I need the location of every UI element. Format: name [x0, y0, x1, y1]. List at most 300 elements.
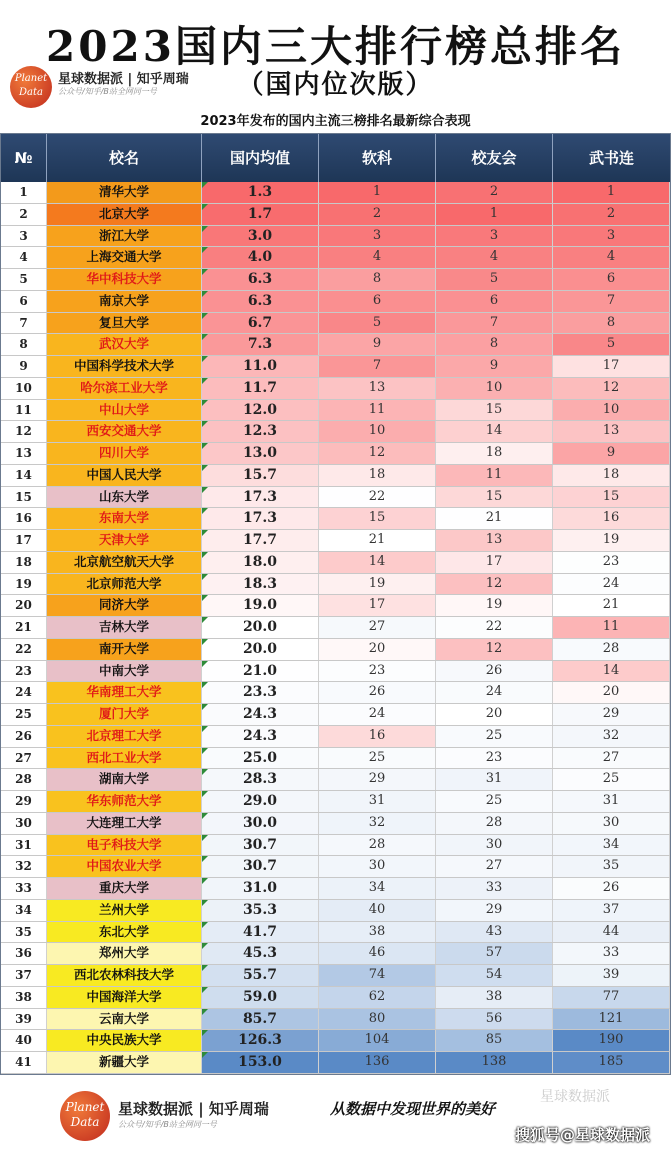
wushulian-cell: 33: [553, 943, 670, 964]
table-row: [1, 748, 670, 770]
rank-cell: 31: [1, 835, 47, 856]
school-name-cell: 上海交通大学: [47, 247, 202, 268]
rank-cell: 34: [1, 900, 47, 921]
wushulian-cell: 44: [553, 922, 670, 943]
ruanke-cell: 80: [319, 1009, 436, 1030]
school-name-cell: 四川大学: [47, 443, 202, 464]
table-row: [1, 878, 670, 900]
wushulian-cell: 1: [553, 182, 670, 203]
ruanke-cell: 6: [319, 291, 436, 312]
xiaoyouhui-cell: 2: [436, 182, 553, 203]
column-header-xiaoyouhui: 校友会: [436, 134, 553, 182]
average-cell: 6.7: [202, 313, 319, 334]
xiaoyouhui-cell: 13: [436, 530, 553, 551]
average-cell: 12.0: [202, 400, 319, 421]
wushulian-cell: 19: [553, 530, 670, 551]
wushulian-cell: 31: [553, 791, 670, 812]
xiaoyouhui-cell: 26: [436, 661, 553, 682]
xiaoyouhui-cell: 5: [436, 269, 553, 290]
school-name-cell: 北京理工大学: [47, 726, 202, 747]
table-row: [1, 508, 670, 530]
average-cell: 20.0: [202, 617, 319, 638]
footer-slogan: 从数据中发现世界的美好: [330, 1100, 496, 1118]
rank-cell: 20: [1, 595, 47, 616]
brand-subtext: 公众号/知乎/B站全网同一号: [58, 87, 157, 96]
xiaoyouhui-cell: 21: [436, 508, 553, 529]
footer-brand-subtext: 公众号/知乎/B站全网同一号: [118, 1120, 217, 1129]
table-row: [1, 617, 670, 639]
average-cell: 17.3: [202, 487, 319, 508]
wushulian-cell: 26: [553, 878, 670, 899]
rank-cell: 22: [1, 639, 47, 660]
school-name-cell: 兰州大学: [47, 900, 202, 921]
table-row: [1, 943, 670, 965]
average-cell: 19.0: [202, 595, 319, 616]
average-cell: 30.7: [202, 856, 319, 877]
wushulian-cell: 37: [553, 900, 670, 921]
school-name-cell: 电子科技大学: [47, 835, 202, 856]
xiaoyouhui-cell: 18: [436, 443, 553, 464]
school-name-cell: 中国科学技术大学: [47, 356, 202, 377]
xiaoyouhui-cell: 15: [436, 487, 553, 508]
rank-cell: 28: [1, 769, 47, 790]
wushulian-cell: 5: [553, 334, 670, 355]
table-row: [1, 769, 670, 791]
ruanke-cell: 46: [319, 943, 436, 964]
school-name-cell: 东南大学: [47, 508, 202, 529]
table-row: [1, 574, 670, 596]
footer-brand: 星球数据派 | 知乎周瑞: [118, 1100, 269, 1118]
xiaoyouhui-cell: 15: [436, 400, 553, 421]
wushulian-cell: 15: [553, 487, 670, 508]
xiaoyouhui-cell: 24: [436, 682, 553, 703]
xiaoyouhui-cell: 28: [436, 813, 553, 834]
average-cell: 17.3: [202, 508, 319, 529]
xiaoyouhui-cell: 54: [436, 965, 553, 986]
rank-cell: 33: [1, 878, 47, 899]
ruanke-cell: 2: [319, 204, 436, 225]
rank-cell: 16: [1, 508, 47, 529]
column-header-ruanke: 软科: [319, 134, 436, 182]
table-row: [1, 856, 670, 878]
school-name-cell: 厦门大学: [47, 704, 202, 725]
page-title: 2023国内三大排行榜总排名: [46, 22, 625, 71]
rank-cell: 1: [1, 182, 47, 203]
xiaoyouhui-cell: 6: [436, 291, 553, 312]
xiaoyouhui-cell: 3: [436, 226, 553, 247]
average-cell: 31.0: [202, 878, 319, 899]
table-row: [1, 595, 670, 617]
table-row: [1, 1009, 670, 1031]
xiaoyouhui-cell: 7: [436, 313, 553, 334]
logo-text-line2: Data: [19, 87, 43, 98]
wushulian-cell: 17: [553, 356, 670, 377]
wushulian-cell: 18: [553, 465, 670, 486]
school-name-cell: 中国海洋大学: [47, 987, 202, 1008]
wushulian-cell: 21: [553, 595, 670, 616]
rank-cell: 29: [1, 791, 47, 812]
ruanke-cell: 28: [319, 835, 436, 856]
school-name-cell: 重庆大学: [47, 878, 202, 899]
rank-cell: 7: [1, 313, 47, 334]
rank-cell: 41: [1, 1052, 47, 1073]
average-cell: 13.0: [202, 443, 319, 464]
wushulian-cell: 29: [553, 704, 670, 725]
ruanke-cell: 34: [319, 878, 436, 899]
rank-cell: 32: [1, 856, 47, 877]
xiaoyouhui-cell: 57: [436, 943, 553, 964]
average-cell: 30.0: [202, 813, 319, 834]
logo-text-line1: Planet: [14, 73, 48, 84]
average-cell: 7.3: [202, 334, 319, 355]
table-row: [1, 682, 670, 704]
average-cell: 153.0: [202, 1052, 319, 1073]
ruanke-cell: 104: [319, 1030, 436, 1051]
ruanke-cell: 17: [319, 595, 436, 616]
table-row: [1, 204, 670, 226]
rank-cell: 26: [1, 726, 47, 747]
xiaoyouhui-cell: 17: [436, 552, 553, 573]
average-cell: 11.0: [202, 356, 319, 377]
ranking-table: [0, 133, 671, 1075]
table-row: [1, 182, 670, 204]
ruanke-cell: 18: [319, 465, 436, 486]
xiaoyouhui-cell: 31: [436, 769, 553, 790]
wushulian-cell: 3: [553, 226, 670, 247]
column-header-rank: №: [1, 134, 47, 182]
wushulian-cell: 28: [553, 639, 670, 660]
xiaoyouhui-cell: 43: [436, 922, 553, 943]
average-cell: 18.0: [202, 552, 319, 573]
xiaoyouhui-cell: 12: [436, 639, 553, 660]
school-name-cell: 华东师范大学: [47, 791, 202, 812]
wushulian-cell: 190: [553, 1030, 670, 1051]
rank-cell: 4: [1, 247, 47, 268]
rank-cell: 10: [1, 378, 47, 399]
wushulian-cell: 185: [553, 1052, 670, 1073]
wushulian-cell: 34: [553, 835, 670, 856]
rank-cell: 25: [1, 704, 47, 725]
rank-cell: 13: [1, 443, 47, 464]
average-cell: 15.7: [202, 465, 319, 486]
average-cell: 28.3: [202, 769, 319, 790]
ruanke-cell: 10: [319, 421, 436, 442]
ruanke-cell: 27: [319, 617, 436, 638]
wushulian-cell: 4: [553, 247, 670, 268]
ruanke-cell: 136: [319, 1052, 436, 1073]
xiaoyouhui-cell: 56: [436, 1009, 553, 1030]
rank-cell: 24: [1, 682, 47, 703]
average-cell: 17.7: [202, 530, 319, 551]
school-name-cell: 复旦大学: [47, 313, 202, 334]
table-row: [1, 400, 670, 422]
wushulian-cell: 16: [553, 508, 670, 529]
xiaoyouhui-cell: 29: [436, 900, 553, 921]
table-row: [1, 465, 670, 487]
average-cell: 21.0: [202, 661, 319, 682]
average-cell: 24.3: [202, 704, 319, 725]
ruanke-cell: 30: [319, 856, 436, 877]
school-name-cell: 中央民族大学: [47, 1030, 202, 1051]
average-cell: 1.3: [202, 182, 319, 203]
table-row: [1, 726, 670, 748]
planet-data-logo: [10, 66, 52, 108]
school-name-cell: 浙江大学: [47, 226, 202, 247]
xiaoyouhui-cell: 11: [436, 465, 553, 486]
wushulian-cell: 77: [553, 987, 670, 1008]
ruanke-cell: 16: [319, 726, 436, 747]
school-name-cell: 华中科技大学: [47, 269, 202, 290]
average-cell: 3.0: [202, 226, 319, 247]
table-row: [1, 791, 670, 813]
table-row: [1, 487, 670, 509]
school-name-cell: 西北农林科技大学: [47, 965, 202, 986]
school-name-cell: 吉林大学: [47, 617, 202, 638]
table-row: [1, 356, 670, 378]
column-header-wushulian: 武书连: [588, 149, 634, 167]
wushulian-cell: 12: [553, 378, 670, 399]
page-subtitle: （国内位次版）: [237, 70, 434, 100]
school-name-cell: 哈尔滨工业大学: [47, 378, 202, 399]
table-row: [1, 443, 670, 465]
table-row: [1, 965, 670, 987]
wushulian-cell: 24: [553, 574, 670, 595]
school-name-cell: 西安交通大学: [47, 421, 202, 442]
school-name-cell: 郑州大学: [47, 943, 202, 964]
footer-logo-line1: Planet: [65, 1100, 105, 1114]
footer-logo-line2: Data: [70, 1115, 100, 1129]
school-name-cell: 中南大学: [47, 661, 202, 682]
school-name-cell: 北京大学: [47, 204, 202, 225]
xiaoyouhui-cell: 1: [436, 204, 553, 225]
school-name-cell: 大连理工大学: [47, 813, 202, 834]
xiaoyouhui-cell: 23: [436, 748, 553, 769]
ruanke-cell: 24: [319, 704, 436, 725]
ruanke-cell: 11: [319, 400, 436, 421]
table-row: [1, 835, 670, 857]
school-name-cell: 湖南大学: [47, 769, 202, 790]
xiaoyouhui-cell: 8: [436, 334, 553, 355]
table-row: [1, 639, 670, 661]
ruanke-cell: 62: [319, 987, 436, 1008]
rank-cell: 30: [1, 813, 47, 834]
rank-cell: 9: [1, 356, 47, 377]
average-cell: 4.0: [202, 247, 319, 268]
average-cell: 85.7: [202, 1009, 319, 1030]
rank-cell: 27: [1, 748, 47, 769]
ruanke-cell: 8: [319, 269, 436, 290]
school-name-cell: 东北大学: [47, 922, 202, 943]
table-row: [1, 313, 670, 335]
column-header-average: 国内均值: [202, 134, 319, 182]
wushulian-cell: 27: [553, 748, 670, 769]
rank-cell: 19: [1, 574, 47, 595]
school-name-cell: 南京大学: [47, 291, 202, 312]
table-row: [1, 704, 670, 726]
xiaoyouhui-cell: 14: [436, 421, 553, 442]
wushulian-cell: 11: [553, 617, 670, 638]
table-caption: 2023年发布的国内主流三榜排名最新综合表现: [200, 114, 471, 129]
table-row: [1, 922, 670, 944]
rank-cell: 15: [1, 487, 47, 508]
wushulian-cell: 35: [553, 856, 670, 877]
school-name-cell: 中山大学: [47, 400, 202, 421]
wushulian-cell: 121: [553, 1009, 670, 1030]
ruanke-cell: 5: [319, 313, 436, 334]
table-row: [1, 378, 670, 400]
average-cell: 23.3: [202, 682, 319, 703]
school-name-cell: 华南理工大学: [47, 682, 202, 703]
table-row: [1, 421, 670, 443]
school-name-cell: 中国农业大学: [47, 856, 202, 877]
average-cell: 35.3: [202, 900, 319, 921]
xiaoyouhui-cell: 9: [436, 356, 553, 377]
rank-cell: 37: [1, 965, 47, 986]
average-cell: 55.7: [202, 965, 319, 986]
rank-cell: 14: [1, 465, 47, 486]
xiaoyouhui-cell: 22: [436, 617, 553, 638]
rank-cell: 21: [1, 617, 47, 638]
wushulian-cell: 8: [553, 313, 670, 334]
wushulian-cell: 39: [553, 965, 670, 986]
xiaoyouhui-cell: 12: [436, 574, 553, 595]
wushulian-cell: 6: [553, 269, 670, 290]
column-header-name: 校名: [47, 134, 202, 182]
xiaoyouhui-cell: 27: [436, 856, 553, 877]
rank-cell: 38: [1, 987, 47, 1008]
xiaoyouhui-cell: 19: [436, 595, 553, 616]
rank-cell: 8: [1, 334, 47, 355]
average-cell: 1.7: [202, 204, 319, 225]
xiaoyouhui-cell: 25: [436, 726, 553, 747]
wushulian-cell: 30: [553, 813, 670, 834]
school-name-cell: 中国人民大学: [47, 465, 202, 486]
school-name-cell: 北京航空航天大学: [47, 552, 202, 573]
table-row: [1, 552, 670, 574]
wushulian-cell: 7: [553, 291, 670, 312]
school-name-cell: 西北工业大学: [47, 748, 202, 769]
ruanke-cell: 22: [319, 487, 436, 508]
wushulian-cell: 23: [553, 552, 670, 573]
school-name-cell: 山东大学: [47, 487, 202, 508]
average-cell: 11.7: [202, 378, 319, 399]
rank-cell: 36: [1, 943, 47, 964]
rank-cell: 3: [1, 226, 47, 247]
xiaoyouhui-cell: 138: [436, 1052, 553, 1073]
xiaoyouhui-cell: 33: [436, 878, 553, 899]
rank-cell: 6: [1, 291, 47, 312]
average-cell: 45.3: [202, 943, 319, 964]
ruanke-cell: 40: [319, 900, 436, 921]
ruanke-cell: 38: [319, 922, 436, 943]
table-row: [1, 291, 670, 313]
ruanke-cell: 20: [319, 639, 436, 660]
rank-cell: 39: [1, 1009, 47, 1030]
rank-cell: 17: [1, 530, 47, 551]
table-body: [1, 182, 670, 1074]
ruanke-cell: 15: [319, 508, 436, 529]
ruanke-cell: 3: [319, 226, 436, 247]
ruanke-cell: 7: [319, 356, 436, 377]
table-row: [1, 900, 670, 922]
xiaoyouhui-cell: 85: [436, 1030, 553, 1051]
header: [0, 0, 671, 112]
ruanke-cell: 32: [319, 813, 436, 834]
xiaoyouhui-cell: 4: [436, 247, 553, 268]
school-name-cell: 南开大学: [47, 639, 202, 660]
rank-cell: 12: [1, 421, 47, 442]
school-name-cell: 同济大学: [47, 595, 202, 616]
wushulian-cell: 32: [553, 726, 670, 747]
ruanke-cell: 21: [319, 530, 436, 551]
ruanke-cell: 23: [319, 661, 436, 682]
ruanke-cell: 29: [319, 769, 436, 790]
ruanke-cell: 25: [319, 748, 436, 769]
wushulian-cell: 2: [553, 204, 670, 225]
xiaoyouhui-cell: 30: [436, 835, 553, 856]
table-row: [1, 226, 670, 248]
table-row: [1, 1052, 670, 1074]
rank-cell: 5: [1, 269, 47, 290]
rank-cell: 35: [1, 922, 47, 943]
average-cell: 20.0: [202, 639, 319, 660]
rank-cell: 2: [1, 204, 47, 225]
table-row: [1, 334, 670, 356]
table-header-row: [1, 134, 670, 182]
table-row: [1, 987, 670, 1009]
school-name-cell: 北京师范大学: [47, 574, 202, 595]
ruanke-cell: 14: [319, 552, 436, 573]
xiaoyouhui-cell: 25: [436, 791, 553, 812]
average-cell: 6.3: [202, 291, 319, 312]
average-cell: 18.3: [202, 574, 319, 595]
average-cell: 6.3: [202, 269, 319, 290]
wushulian-cell: 10: [553, 400, 670, 421]
average-cell: 41.7: [202, 922, 319, 943]
ruanke-cell: 19: [319, 574, 436, 595]
average-cell: 25.0: [202, 748, 319, 769]
school-name-cell: 清华大学: [47, 182, 202, 203]
brand-name: 星球数据派 | 知乎周瑞: [58, 72, 189, 87]
average-cell: 126.3: [202, 1030, 319, 1051]
wushulian-cell: 13: [553, 421, 670, 442]
school-name-cell: 新疆大学: [47, 1052, 202, 1073]
watermark-top: 星球数据派: [540, 1089, 610, 1105]
wushulian-cell: 14: [553, 661, 670, 682]
ruanke-cell: 26: [319, 682, 436, 703]
average-cell: 59.0: [202, 987, 319, 1008]
table-row: [1, 269, 670, 291]
ruanke-cell: 74: [319, 965, 436, 986]
ruanke-cell: 4: [319, 247, 436, 268]
school-name-cell: 天津大学: [47, 530, 202, 551]
xiaoyouhui-cell: 20: [436, 704, 553, 725]
school-name-cell: 武汉大学: [47, 334, 202, 355]
table-row: [1, 813, 670, 835]
footer-logo: [60, 1091, 110, 1141]
table-row: [1, 661, 670, 683]
xiaoyouhui-cell: 38: [436, 987, 553, 1008]
ruanke-cell: 31: [319, 791, 436, 812]
watermark-sohu: 搜狐号@星球数据派: [515, 1126, 651, 1144]
xiaoyouhui-cell: 10: [436, 378, 553, 399]
rank-cell: 18: [1, 552, 47, 573]
ruanke-cell: 9: [319, 334, 436, 355]
average-cell: 24.3: [202, 726, 319, 747]
ruanke-cell: 1: [319, 182, 436, 203]
average-cell: 12.3: [202, 421, 319, 442]
table-row: [1, 1030, 670, 1052]
